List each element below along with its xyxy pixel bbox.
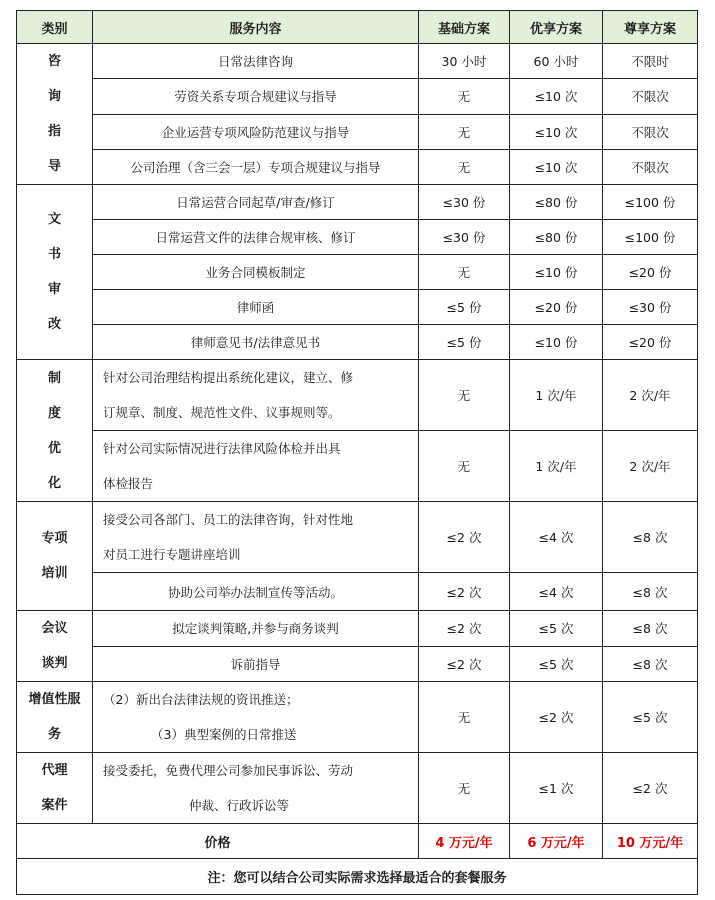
table-row: [17, 44, 698, 79]
table-row: [17, 185, 698, 220]
basic-cell: 无: [419, 431, 510, 502]
premium-cell: ≤5 次: [510, 646, 603, 682]
premium-price: 6 万元/年: [510, 824, 603, 859]
service-line: 针对公司治理结构提出系统化建议，建立、修: [103, 370, 354, 385]
category-char: 化: [47, 475, 61, 491]
vip-cell: 不限次: [603, 79, 698, 114]
category-char: 审: [47, 282, 61, 297]
service-line: 体检报告: [103, 476, 154, 491]
basic-cell: ≤5 份: [419, 325, 510, 360]
category-char: 导: [47, 159, 61, 174]
table-row: [17, 114, 698, 149]
table-header-row: [17, 11, 698, 44]
category-line: 专项: [41, 531, 68, 546]
table-row: [17, 220, 698, 255]
category-char: 度: [47, 405, 61, 421]
table-row: [17, 149, 698, 184]
category-char: 文: [47, 212, 61, 227]
table-row: [17, 573, 698, 611]
service-cell: 日常法律咨询: [93, 44, 419, 79]
service-cell: [93, 431, 419, 502]
category-value-added-service: [17, 682, 93, 753]
table-row: [17, 360, 698, 431]
table-row: [17, 255, 698, 290]
vip-cell: ≤30 份: [603, 290, 698, 325]
category-char: 书: [47, 247, 61, 262]
vip-cell: 不限次: [603, 149, 698, 184]
category-special-training: [17, 502, 93, 611]
table-row: [17, 502, 698, 573]
vip-cell: 2 次/年: [603, 431, 698, 502]
category-system-optimization: [17, 360, 93, 502]
service-cell: 律师意见书/法律意见书: [93, 325, 419, 360]
table-row: [17, 646, 698, 682]
service-cell: 日常运营文件的法律合规审核、修订: [93, 220, 419, 255]
service-plan-table: [16, 10, 698, 895]
table-row: [17, 325, 698, 360]
premium-cell: 1 次/年: [510, 431, 603, 502]
service-cell: 协助公司举办法制宣传等活动。: [93, 573, 419, 611]
vip-cell: ≤2 次: [603, 753, 698, 824]
premium-cell: ≤10 份: [510, 255, 603, 290]
price-row: [17, 824, 698, 859]
category-char: 指: [47, 124, 61, 139]
header-premium-plan: 优享方案: [510, 11, 603, 44]
basic-price: 4 万元/年: [419, 824, 510, 859]
category-line: 案件: [41, 798, 68, 813]
service-line: 接受公司各部门、员工的法律咨询，针对性地: [103, 512, 354, 527]
header-service: 服务内容: [93, 11, 419, 44]
table-row: [17, 79, 698, 114]
basic-cell: 无: [419, 79, 510, 114]
service-cell: 日常运营合同起草/审查/修订: [93, 185, 419, 220]
category-line: 代理: [41, 763, 68, 778]
basic-cell: 无: [419, 682, 510, 753]
note-row: [17, 859, 698, 895]
table-row: [17, 431, 698, 502]
basic-cell: ≤5 份: [419, 290, 510, 325]
premium-cell: ≤4 次: [510, 502, 603, 573]
basic-cell: ≤2 次: [419, 611, 510, 647]
category-char: 咨: [47, 54, 61, 69]
vip-cell: ≤8 次: [603, 646, 698, 682]
service-cell: 拟定谈判策略,并参与商务谈判: [93, 611, 419, 647]
premium-cell: 60 小时: [510, 44, 603, 79]
header-vip-plan: 尊享方案: [603, 11, 698, 44]
vip-cell: ≤8 次: [603, 573, 698, 611]
category-char: 询: [47, 89, 61, 104]
premium-cell: ≤80 份: [510, 185, 603, 220]
table-row: [17, 753, 698, 824]
vip-price: 10 万元/年: [603, 824, 698, 859]
basic-cell: 无: [419, 255, 510, 290]
category-line: 培训: [41, 566, 68, 581]
table-row: [17, 290, 698, 325]
vip-cell: ≤5 次: [603, 682, 698, 753]
premium-cell: ≤10 次: [510, 114, 603, 149]
category-line: 增值性服: [28, 692, 81, 707]
basic-cell: 30 小时: [419, 44, 510, 79]
basic-cell: ≤2 次: [419, 502, 510, 573]
service-line: （3）典型案例的日常推送: [151, 727, 297, 742]
basic-cell: ≤30 份: [419, 185, 510, 220]
header-category: 类别: [17, 11, 93, 44]
vip-cell: ≤20 份: [603, 325, 698, 360]
vip-cell: 不限时: [603, 44, 698, 79]
category-meeting-negotiation: [17, 611, 93, 682]
service-line: 接受委托，免费代理公司参加民事诉讼、劳动: [103, 763, 354, 778]
basic-cell: ≤2 次: [419, 646, 510, 682]
vip-cell: 2 次/年: [603, 360, 698, 431]
premium-cell: ≤20 份: [510, 290, 603, 325]
vip-cell: 不限次: [603, 114, 698, 149]
vip-cell: ≤8 次: [603, 502, 698, 573]
service-line: （2）新出台法律法规的资讯推送；: [103, 692, 299, 707]
service-cell: 公司治理（含三会一层）专项合规建议与指导: [93, 149, 419, 184]
vip-cell: ≤8 次: [603, 611, 698, 647]
service-line: 仲裁、行政诉讼等: [189, 798, 290, 813]
category-line: 务: [47, 727, 61, 742]
service-cell: 律师函: [93, 290, 419, 325]
category-consulting: [17, 44, 93, 185]
category-char: 改: [47, 317, 61, 332]
premium-cell: ≤80 份: [510, 220, 603, 255]
basic-cell: 无: [419, 360, 510, 431]
service-cell: 业务合同模板制定: [93, 255, 419, 290]
basic-cell: 无: [419, 114, 510, 149]
price-label: 价格: [17, 824, 419, 859]
service-line: 订规章、制度、规范性文件、议事规则等。: [103, 405, 341, 420]
category-char: 优: [47, 440, 61, 456]
premium-cell: ≤10 次: [510, 149, 603, 184]
category-char: 制: [47, 370, 61, 386]
service-line: 针对公司实际情况进行法律风险体检并出具: [103, 441, 341, 456]
premium-cell: ≤5 次: [510, 611, 603, 647]
premium-cell: ≤1 次: [510, 753, 603, 824]
service-cell: 企业运营专项风险防范建议与指导: [93, 114, 419, 149]
premium-cell: ≤2 次: [510, 682, 603, 753]
service-cell: [93, 502, 419, 573]
premium-cell: 1 次/年: [510, 360, 603, 431]
category-document-review: [17, 185, 93, 360]
footer-note: 注：您可以结合公司实际需求选择最适合的套餐服务: [17, 859, 698, 895]
service-line: 对员工进行专题讲座培训: [103, 547, 241, 562]
basic-cell: 无: [419, 149, 510, 184]
header-basic-plan: 基础方案: [419, 11, 510, 44]
premium-cell: ≤4 次: [510, 573, 603, 611]
basic-cell: ≤30 份: [419, 220, 510, 255]
basic-cell: ≤2 次: [419, 573, 510, 611]
premium-cell: ≤10 份: [510, 325, 603, 360]
table-row: [17, 611, 698, 647]
vip-cell: ≤100 份: [603, 185, 698, 220]
category-line: 谈判: [41, 656, 68, 671]
vip-cell: ≤20 份: [603, 255, 698, 290]
service-cell: 诉前指导: [93, 646, 419, 682]
category-line: 会议: [41, 621, 68, 636]
service-cell: [93, 753, 419, 824]
basic-cell: 无: [419, 753, 510, 824]
premium-cell: ≤10 次: [510, 79, 603, 114]
vip-cell: ≤100 份: [603, 220, 698, 255]
category-case-agency: [17, 753, 93, 824]
service-cell: [93, 360, 419, 431]
service-cell: [93, 682, 419, 753]
service-cell: 劳资关系专项合规建议与指导: [93, 79, 419, 114]
table-row: [17, 682, 698, 753]
